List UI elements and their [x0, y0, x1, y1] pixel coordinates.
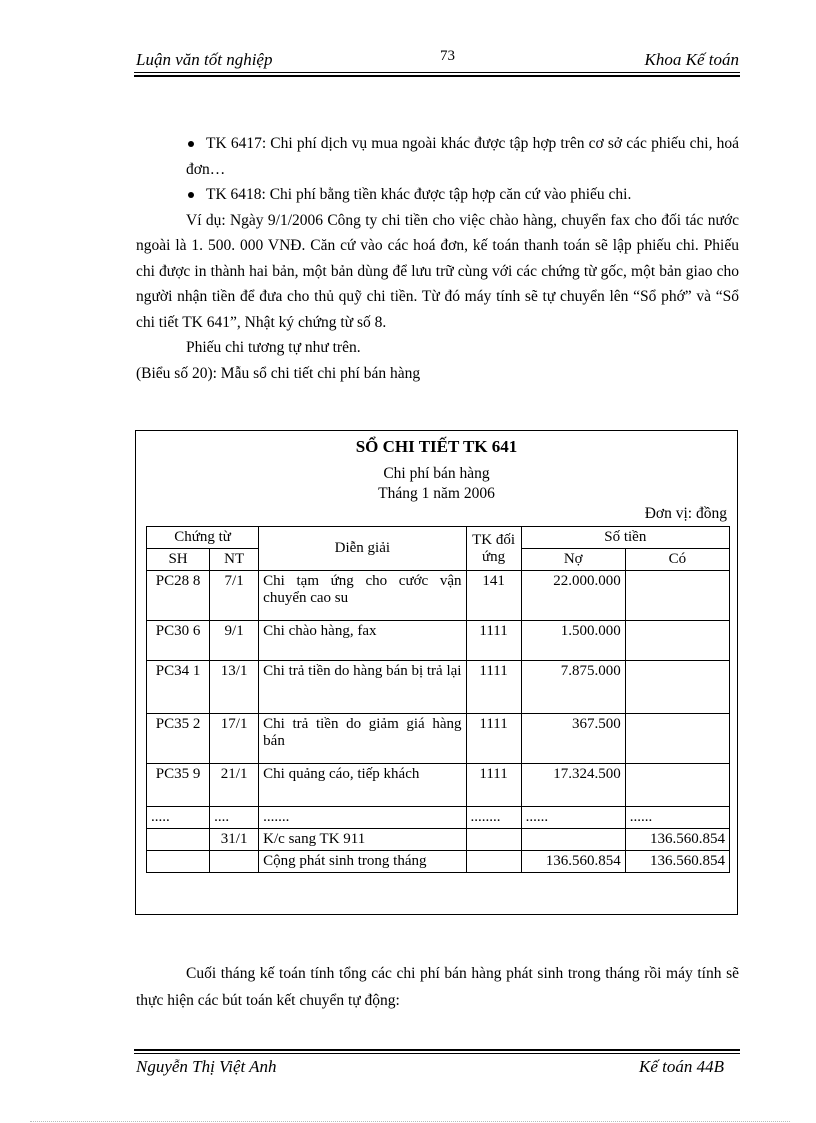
table-row [147, 764, 730, 807]
total-row [147, 851, 730, 873]
col-tk-doi-ung: TK đối ứng [466, 527, 521, 571]
cell-nt: 7/1 [210, 571, 259, 621]
table-row [147, 829, 730, 851]
cell-no: 17.324.500 [521, 764, 625, 807]
cell-co: 136.560.854 [625, 829, 729, 851]
cell-desc: K/c sang TK 911 [259, 829, 466, 851]
cell-tk: 141 [466, 571, 521, 621]
cell-sh: ..... [147, 807, 210, 829]
bullet-paragraph-6418 [136, 182, 739, 208]
header-faculty-label: Khoa Kế toán [644, 50, 739, 69]
table-row [147, 807, 730, 829]
cell-no: ...... [521, 807, 625, 829]
example-paragraph: Ví dụ: Ngày 9/1/2006 Công ty chi tiền cho việc chào hàng, chuyển fax cho đối tác nước ngoài là 1. 500. 000 VNĐ. Căn cứ vào các hoá đơn, kế toán thanh toán sẽ lập phiếu chi. Phiếu chi được in thành hai bản, một bản dùng để lưu trữ cùng với các chứng từ gốc, một bản giao cho người nhận tiền để đưa cho thủ quỹ chi tiền. Từ đó máy tính sẽ tự chuyển lên “Sổ phớ” và “Sổ chi tiết TK 641”, Nhật ký chứng từ số 8. [136, 211, 739, 331]
cell-tk: 1111 [466, 661, 521, 714]
cell-tk: 1111 [466, 714, 521, 764]
ledger-frame [135, 430, 738, 915]
cell-desc: Chi trả tiền do giảm giá hàng bán [259, 714, 466, 764]
col-chung-tu: Chứng từ [147, 527, 259, 549]
col-co: Có [625, 549, 729, 571]
cell-desc: Chi trả tiền do hàng bán bị trả lại [259, 661, 466, 714]
table-row [147, 621, 730, 661]
cell-nt: 17/1 [210, 714, 259, 764]
cell-sh [147, 829, 210, 851]
col-sh: SH [147, 549, 210, 571]
cell-sh: PC34 1 [147, 661, 210, 714]
ledger-title: SỔ CHI TIẾT TK 641 [355, 437, 518, 456]
total-co: 136.560.854 [625, 851, 729, 873]
footer-rule-thin [134, 1053, 740, 1054]
cell-nt: 21/1 [210, 764, 259, 807]
total-desc: Cộng phát sinh trong tháng [259, 851, 466, 873]
cell-no: 367.500 [521, 714, 625, 764]
cell-co [625, 571, 729, 621]
cell-tk [466, 829, 521, 851]
closing-text [136, 960, 739, 1014]
page-edge-divider [30, 1121, 790, 1122]
cell-sh [147, 851, 210, 873]
cell-co [625, 661, 729, 714]
table-row [147, 714, 730, 764]
page-header [134, 50, 739, 72]
page-number: 73 [440, 48, 455, 64]
cell-nt: 13/1 [210, 661, 259, 714]
cell-no: 22.000.000 [521, 571, 625, 621]
cell-sh: PC35 2 [147, 714, 210, 764]
cell-tk: ........ [466, 807, 521, 829]
header-rule-thick [134, 75, 740, 77]
header-rule-thin [134, 72, 740, 73]
cell-no: 7.875.000 [521, 661, 625, 714]
header-thesis-label: Luận văn tốt nghiệp [136, 50, 273, 69]
table-row [147, 661, 730, 714]
cell-nt: 9/1 [210, 621, 259, 661]
cell-sh: PC30 6 [147, 621, 210, 661]
table-caption: (Biểu số 20): Mẫu sổ chi tiết chi phí bán hàng [136, 364, 421, 382]
cell-desc: ....... [259, 807, 466, 829]
bullet-text-6417: TK 6417: Chi phí dịch vụ mua ngoài khác được tập hợp trên cơ sở các phiếu chi, hoá đơn… [186, 135, 739, 178]
bullet-paragraph-6417 [136, 131, 739, 182]
col-dien-giai: Diễn giải [259, 527, 466, 571]
cell-co [625, 621, 729, 661]
total-no: 136.560.854 [521, 851, 625, 873]
closing-paragraph: Cuối tháng kế toán tính tổng các chi phí bán hàng phát sinh trong tháng rồi máy tính sẽ thực hiện các bút toán kết chuyển tự động: [136, 965, 739, 1009]
cell-co [625, 764, 729, 807]
bullet-dot-icon [188, 192, 194, 198]
header-row-1 [147, 527, 730, 549]
cell-nt [210, 851, 259, 873]
col-so-tien: Số tiền [521, 527, 729, 549]
cell-sh: PC28 8 [147, 571, 210, 621]
ledger-unit: Đơn vị: đồng [644, 505, 727, 522]
cell-sh: PC35 9 [147, 764, 210, 807]
cell-co [625, 714, 729, 764]
cell-nt: 31/1 [210, 829, 259, 851]
body-text [136, 131, 739, 386]
col-no: Nợ [521, 549, 625, 571]
ledger-period: Tháng 1 năm 2006 [378, 485, 495, 502]
cell-tk [466, 851, 521, 873]
table-row [147, 571, 730, 621]
cell-desc: Chi tạm ứng cho cước vận chuyển cao su [259, 571, 466, 621]
cell-nt: .... [210, 807, 259, 829]
ledger-subtitle: Chi phí bán hàng [383, 465, 490, 482]
footer-class: Kế toán 44B [639, 1057, 724, 1076]
cell-co: ...... [625, 807, 729, 829]
col-nt: NT [210, 549, 259, 571]
cell-desc: Chi chào hàng, fax [259, 621, 466, 661]
bullet-dot-icon [188, 141, 194, 147]
bullet-text-6418: TK 6418: Chi phí bằng tiền khác được tập hợp căn cứ vào phiếu chi. [206, 186, 632, 203]
cell-tk: 1111 [466, 621, 521, 661]
similar-paragraph: Phiếu chi tương tự như trên. [186, 339, 361, 356]
footer-rule-thick [134, 1049, 740, 1051]
ledger-table [146, 526, 730, 873]
cell-tk: 1111 [466, 764, 521, 807]
page-footer [134, 1057, 724, 1079]
cell-desc: Chi quảng cáo, tiếp khách [259, 764, 466, 807]
cell-no: 1.500.000 [521, 621, 625, 661]
footer-author: Nguyễn Thị Việt Anh [136, 1057, 277, 1076]
cell-no [521, 829, 625, 851]
